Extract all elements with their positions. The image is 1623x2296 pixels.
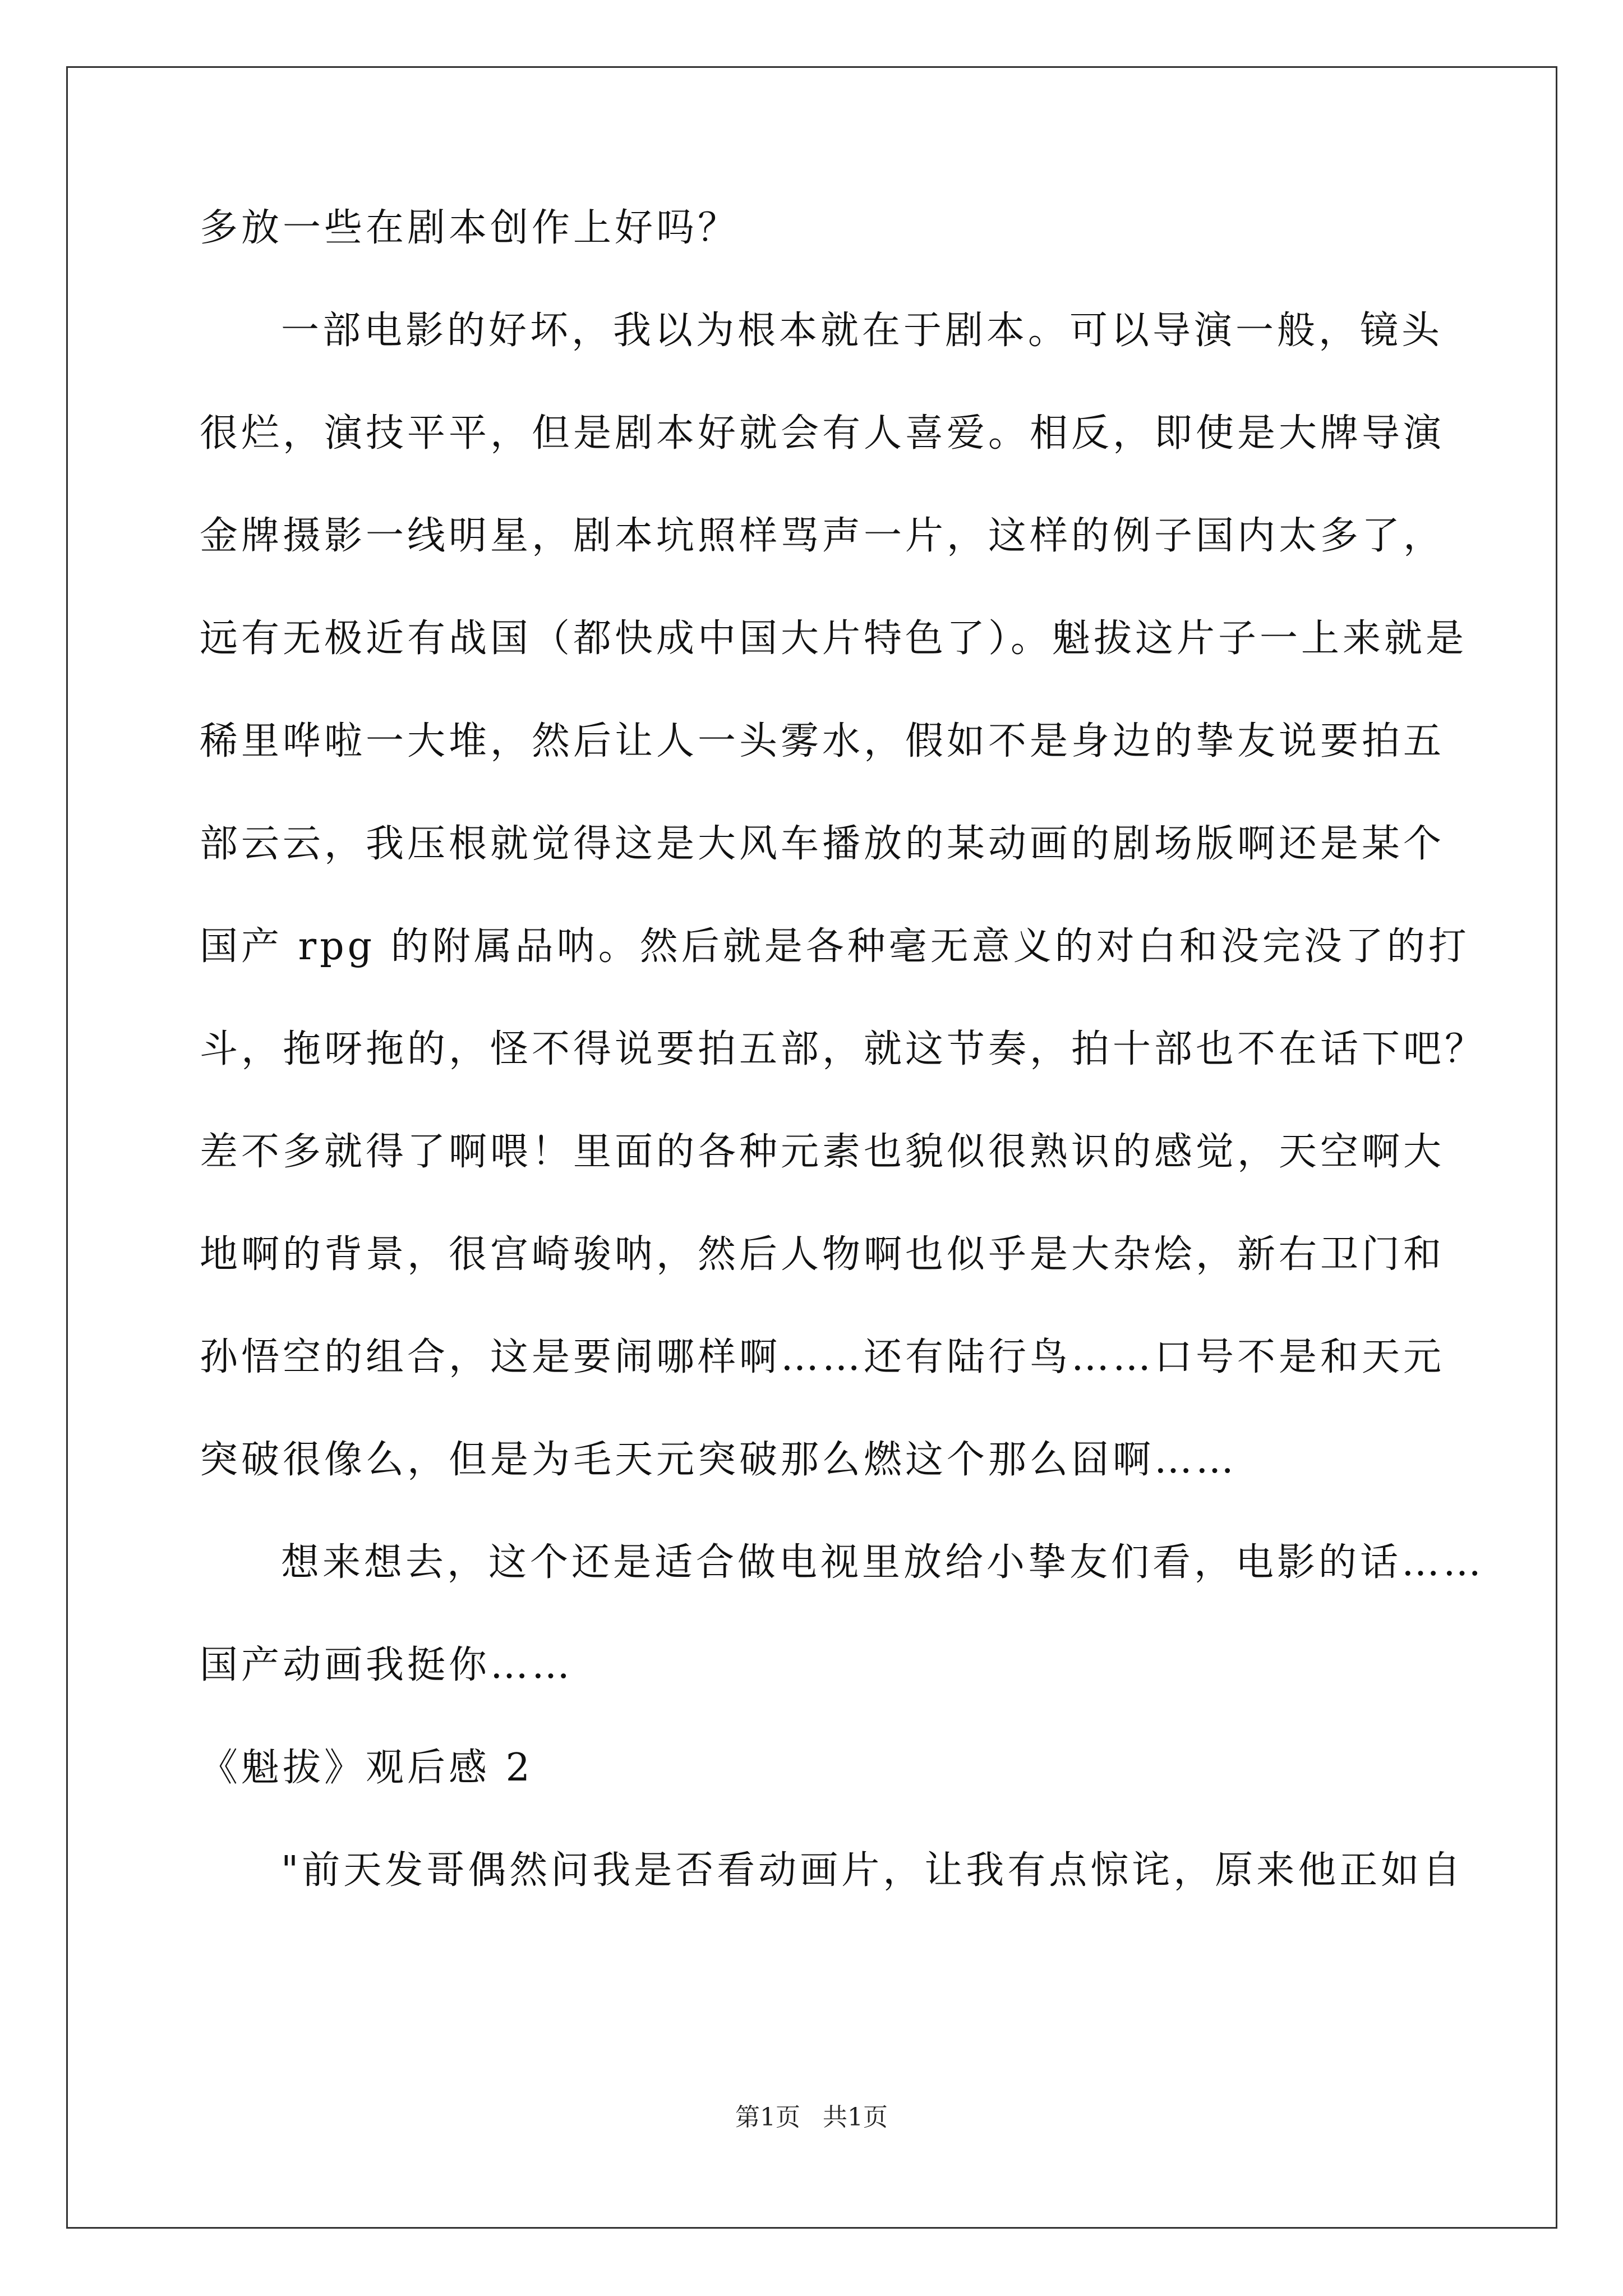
text-line: 部云云，我压根就觉得这是大风车播放的某动画的剧场版啊还是某个 xyxy=(200,822,1445,866)
text-line: 孙悟空的组合，这是要闹哪样啊……还有陆行鸟……口号不是和天元 xyxy=(200,1335,1445,1379)
text-line: 斗，拖呀拖的，怪不得说要拍五部，就这节奏，拍十部也不在话下吧？ xyxy=(200,1027,1487,1071)
text-line: 远有无极近有战国（都快成中国大片特色了）。魁拔这片子一上来就是 xyxy=(200,616,1468,661)
page-footer xyxy=(0,2101,1623,2134)
text-line: 金牌摄影一线明星，剧本坑照样骂声一片，这样的例子国内太多了， xyxy=(200,514,1445,558)
paragraph-first-line: 想来想去，这个还是适合做电视里放给小挚友们看，电影的话…… xyxy=(281,1540,1485,1585)
paragraph-first-line: 一部电影的好坏，我以为根本就在于剧本。可以导演一般，镜头 xyxy=(281,309,1444,353)
section-heading: 《魁拔》观后感 2 xyxy=(200,1746,533,1790)
text-line: 国产 rpg 的附属品呐。然后就是各种毫无意义的对白和没完没了的打 xyxy=(200,924,1470,969)
text-line: 稀里哗啦一大堆，然后让人一头雾水，假如不是身边的挚友说要拍五 xyxy=(200,719,1445,763)
text-line: 差不多就得了啊喂！里面的各种元素也貌似很熟识的感觉，天空啊大 xyxy=(200,1130,1445,1174)
paragraph-first-line: "前天发哥偶然问我是否看动画片，让我有点惊诧，原来他正如自 xyxy=(281,1848,1464,1893)
text-line: 国产动画我挺你…… xyxy=(200,1643,574,1687)
text-line: 很烂，演技平平，但是剧本好就会有人喜爱。相反，即使是大牌导演 xyxy=(200,411,1445,455)
page-number: 第1页 xyxy=(735,2103,800,2132)
text-line: 突破很像么，但是为毛天元突破那么燃这个那么囧啊…… xyxy=(200,1438,1238,1482)
page-total: 共1页 xyxy=(823,2103,888,2132)
text-line: 地啊的背景，很宫崎骏呐，然后人物啊也似乎是大杂烩，新右卫门和 xyxy=(200,1232,1445,1277)
text-line: 多放一些在剧本创作上好吗？ xyxy=(200,206,740,250)
